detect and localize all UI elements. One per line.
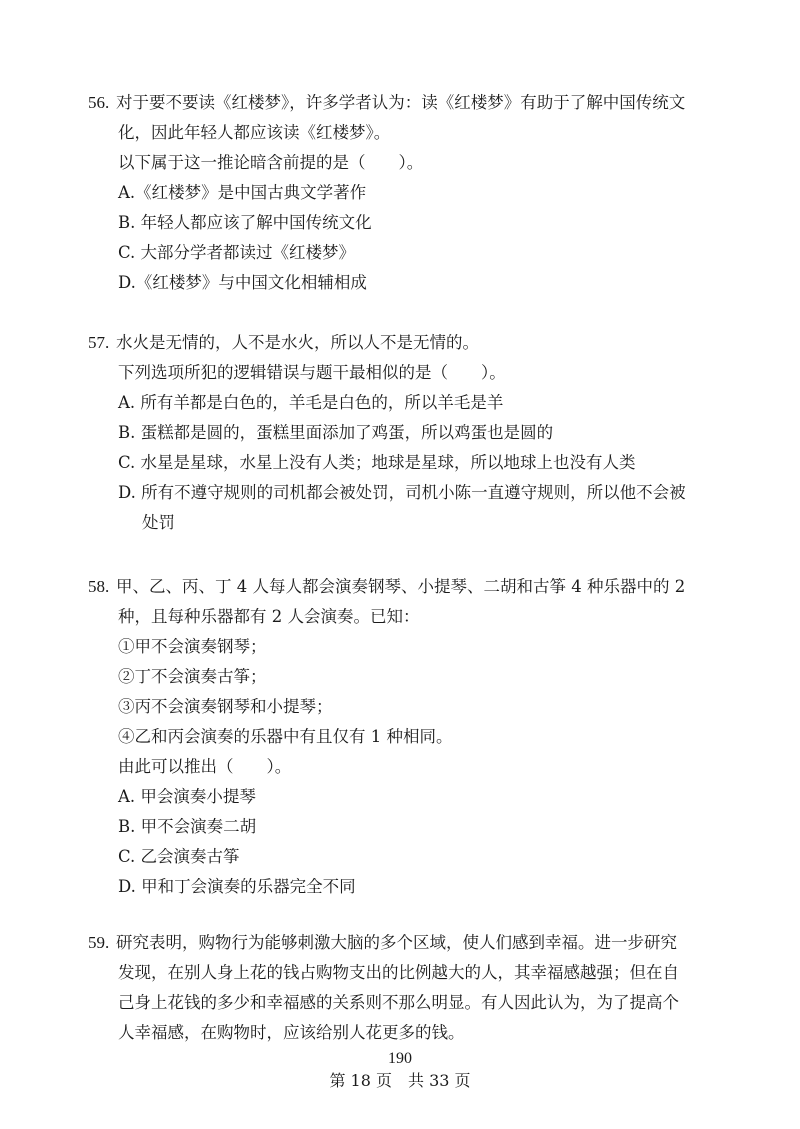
condition-4: ④乙和丙会演奏的乐器中有且仅有 1 种相同。 [118, 727, 453, 746]
question-58 [88, 572, 728, 902]
option-a: A. 所有羊都是白色的，羊毛是白色的，所以羊毛是羊 [118, 393, 504, 412]
page-count: 第 18 页 共 33 页 [329, 1071, 471, 1090]
option-a: A. 甲会演奏小提琴 [118, 787, 256, 806]
option-d-continued: 处罚 [142, 513, 175, 532]
question-stem-line: 种，且每种乐器都有 2 人会演奏。已知： [118, 607, 420, 626]
option-d: D. 甲和丁会演奏的乐器完全不同 [118, 877, 356, 896]
book-page-number: 190 [388, 1050, 412, 1067]
option-b: B. 年轻人都应该了解中国传统文化 [118, 213, 372, 232]
question-stem-line: 人幸福感，在购物时，应该给别人花更多的钱。 [118, 1023, 465, 1042]
option-d: D.《红楼梦》与中国文化相辅相成 [118, 273, 367, 292]
option-a: A.《红楼梦》是中国古典文学著作 [118, 183, 367, 202]
option-b: B. 甲不会演奏二胡 [118, 817, 257, 836]
question-number: 58. [88, 577, 110, 596]
question-stem-line: 己身上花钱的多少和幸福感的关系则不那么明显。有人因此认为，为了提高个 [118, 993, 679, 1012]
question-59 [88, 928, 728, 1048]
question-stem-line: 58. 甲、乙、丙、丁 4 人每人都会演奏钢琴、小提琴、二胡和古筝 4 种乐器中的 2 [88, 572, 728, 602]
question-56 [88, 88, 728, 298]
option-b: B. 蛋糕都是圆的，蛋糕里面添加了鸡蛋，所以鸡蛋也是圆的 [118, 423, 554, 442]
option-c: C. 大部分学者都读过《红楼梦》 [118, 243, 356, 262]
question-stem-line: 发现，在别人身上花的钱占购物支出的比例越大的人，其幸福感越强；但在自 [118, 963, 679, 982]
condition-1: ①甲不会演奏钢琴； [118, 637, 267, 656]
question-stem-line: 化，因此年轻人都应该读《红楼梦》。 [118, 123, 391, 142]
question-stem-line: 57. 水火是无情的，人不是水火，所以人不是无情的。 [88, 328, 728, 358]
question-stem-line: 56. 对于要不要读《红楼梦》，许多学者认为：读《红楼梦》有助于了解中国传统文 [88, 88, 728, 118]
option-d: D. 所有不遵守规则的司机都会被处罚，司机小陈一直遵守规则，所以他不会被 [118, 483, 686, 502]
option-c: C. 水星是星球，水星上没有人类；地球是星球，所以地球上也没有人类 [118, 453, 636, 472]
question-number: 57. [88, 333, 110, 352]
question-number: 59. [88, 933, 110, 952]
question-prompt: 以下属于这一推论暗含前提的是（ ）。 [118, 153, 424, 172]
option-c: C. 乙会演奏古筝 [118, 847, 240, 866]
condition-2: ②丁不会演奏古筝； [118, 667, 267, 686]
question-57 [88, 328, 728, 538]
condition-3: ③丙不会演奏钢琴和小提琴； [118, 697, 333, 716]
question-prompt: 由此可以推出（ ）。 [118, 757, 292, 776]
question-number: 56. [88, 93, 110, 112]
question-stem-line: 59. 研究表明，购物行为能够刺激大脑的多个区域，使人们感到幸福。进一步研究 [88, 928, 728, 958]
question-prompt: 下列选项所犯的逻辑错误与题干最相似的是（ ）。 [118, 363, 506, 382]
